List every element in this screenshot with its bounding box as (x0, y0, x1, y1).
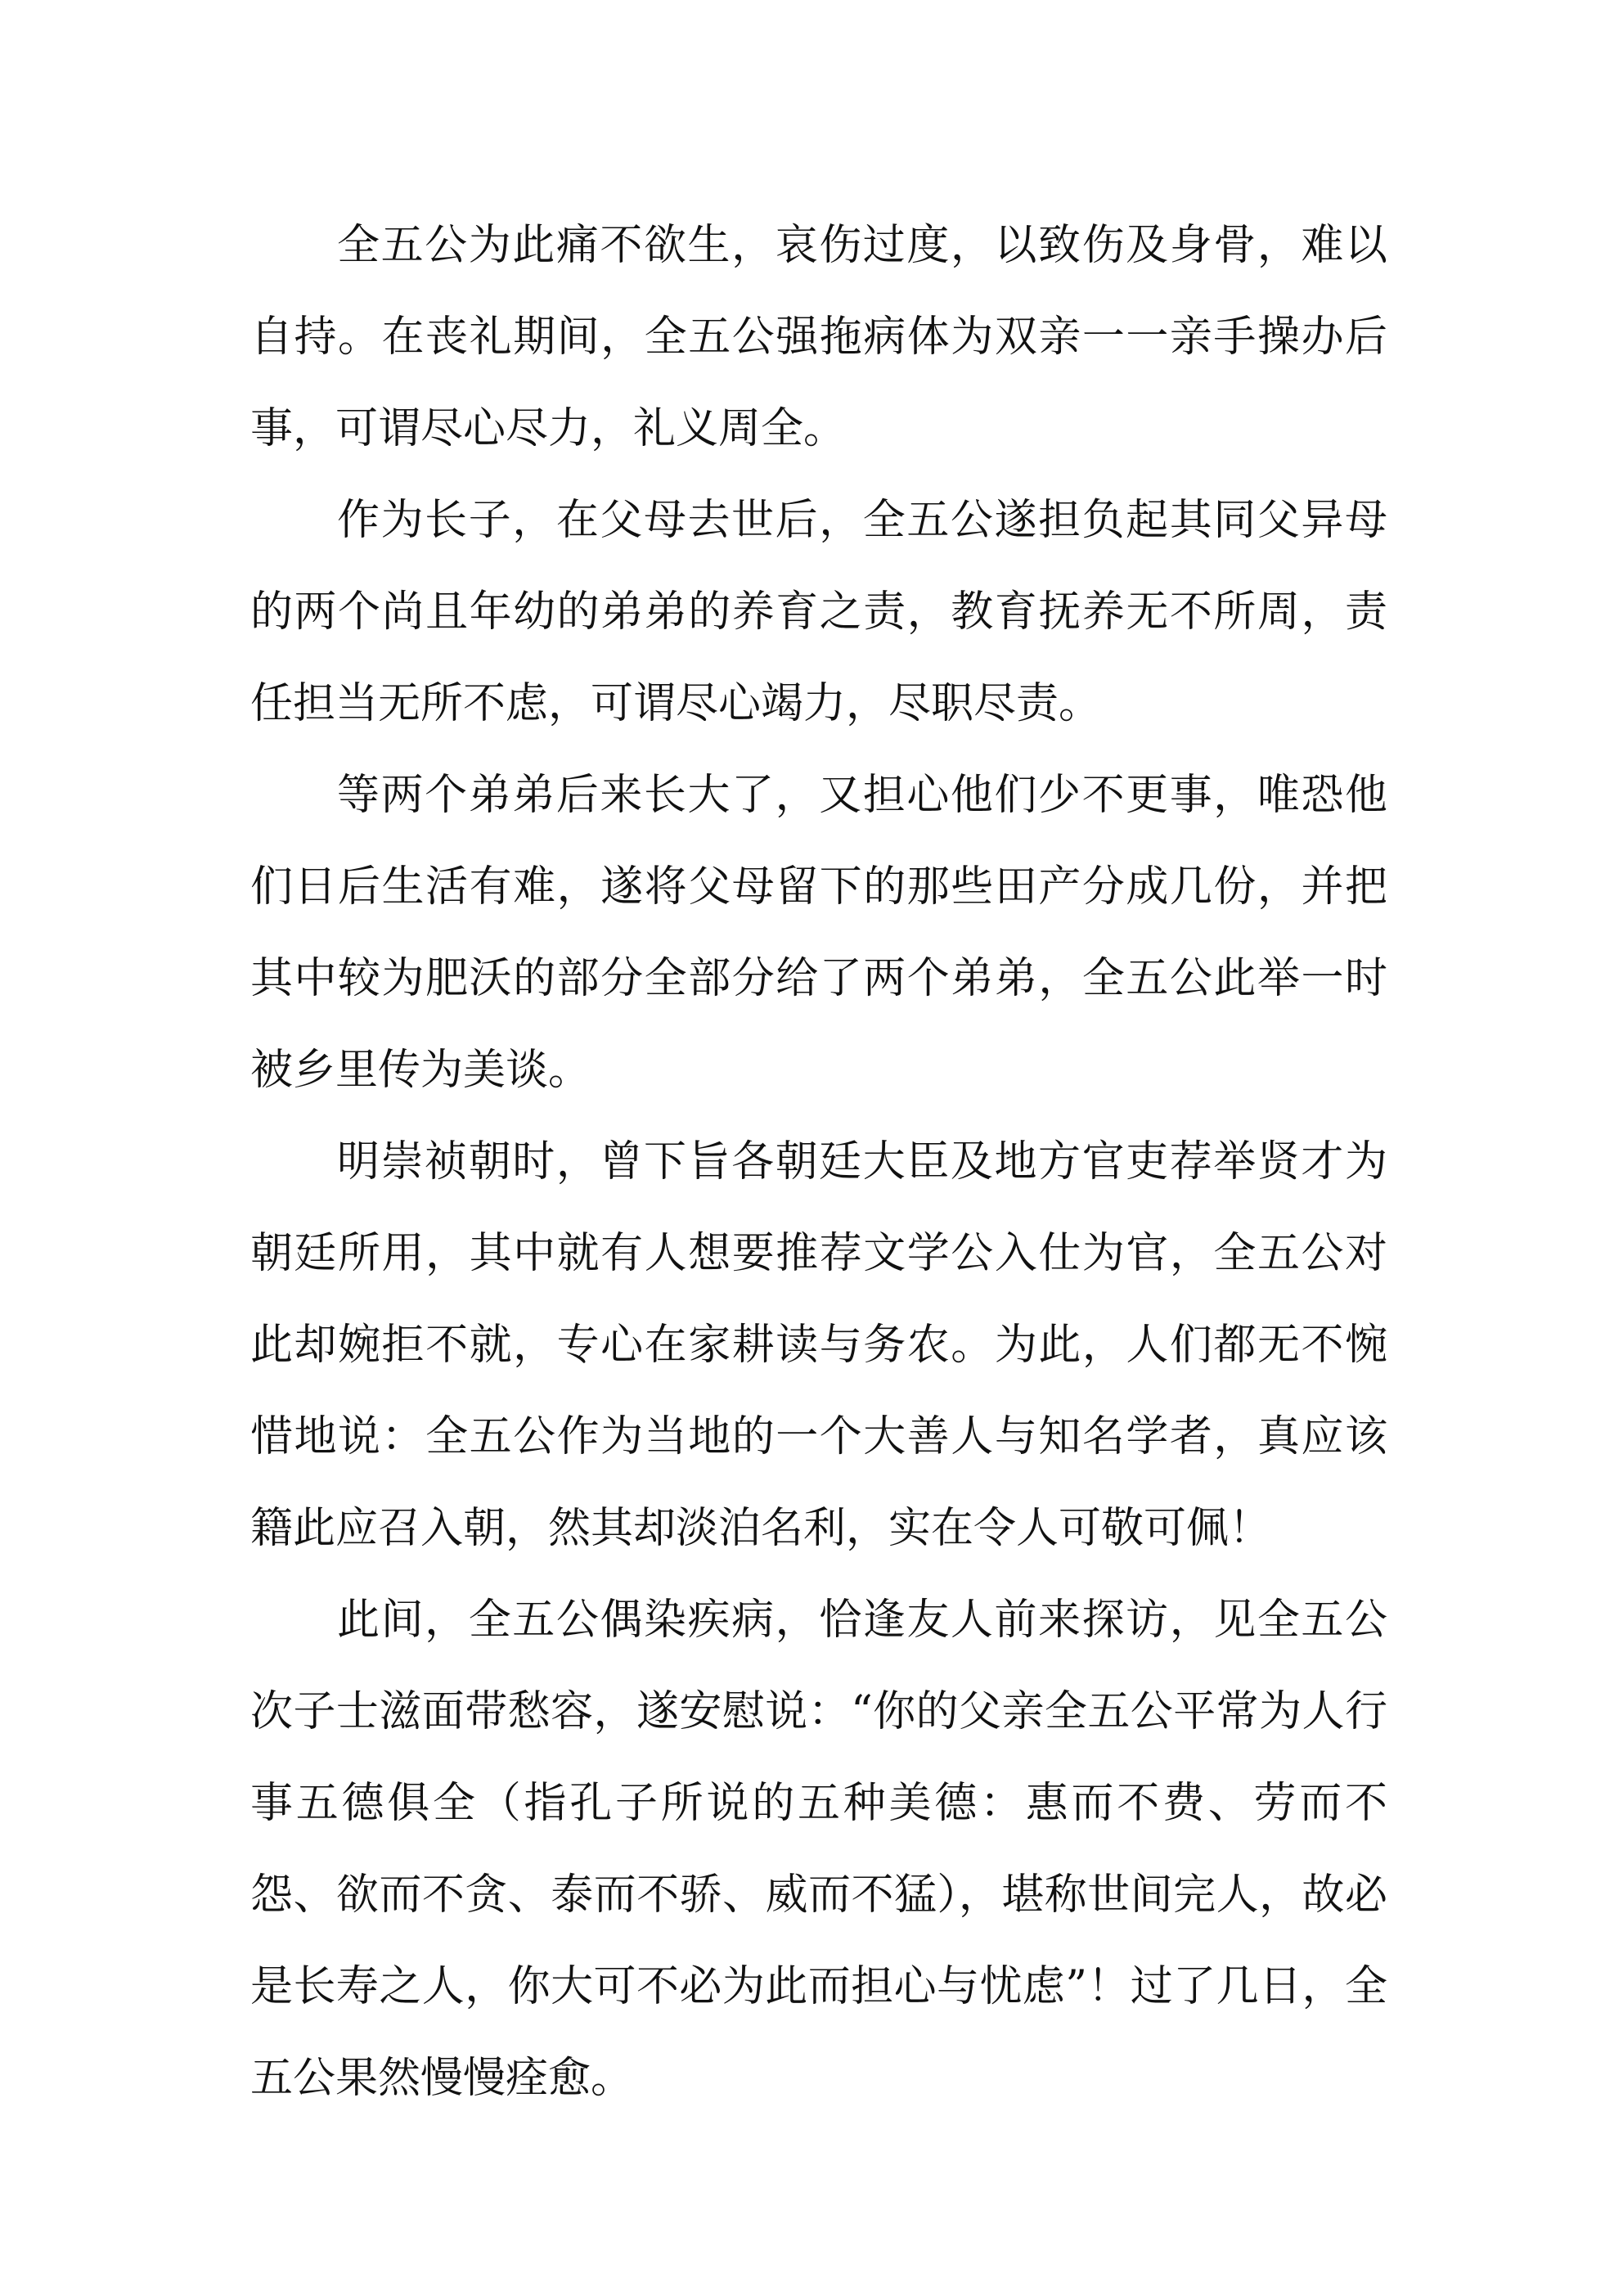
paragraph-brothers-land: 等两个弟弟后来长大了，又担心他们少不更事，唯恐他们日后生活有难，遂将父母留下的那些田产分成几份，并把其中较为肥沃的部分全部分给了两个弟弟，全五公此举一时被乡里传为美谈。 (250, 771, 1387, 1095)
paragraph-mourning: 全五公为此痛不欲生，哀伤过度，以致伤及身骨，难以自持。在丧礼期间，全五公强拖病体为双亲一一亲手操办后事，可谓尽心尽力，礼义周全。 (250, 221, 1387, 453)
paragraph-chongzhen-recommendation: 明崇祯朝时，曾下旨各朝廷大臣及地方官吏荐举贤才为朝廷所用，其中就有人想要推荐文学公入仕为官，全五公对此却婉拒不就，专心在家耕读与务农。为此，人们都无不惋惜地说：全五公作为当地的一个大善人与知名学者，真应该籍此应召入朝，然其却淡泊名利，实在令人可敬可佩！ (250, 1137, 1387, 1553)
document-body (250, 200, 1387, 2124)
paragraph-illness-recovery: 此间，全五公偶染疾病，恰逢友人前来探访，见全五公次子士滋面带愁容，遂安慰说：“你的父亲全五公平常为人行事五德俱全（指孔子所说的五种美德：惠而不费、劳而不怨、欲而不贪、泰而不骄、威而不猛），堪称世间完人，故必是长寿之人，你大可不必为此而担心与忧虑”！过了几日，全五公果然慢慢痊愈。 (250, 1596, 1387, 2103)
paragraph-eldest-son: 作为长子，在父母去世后，全五公遂担负起其同父异母的两个尚且年幼的弟弟的养育之责，教育抚养无不所周，责任担当无所不虑，可谓尽心竭力，尽职尽责。 (250, 496, 1387, 728)
